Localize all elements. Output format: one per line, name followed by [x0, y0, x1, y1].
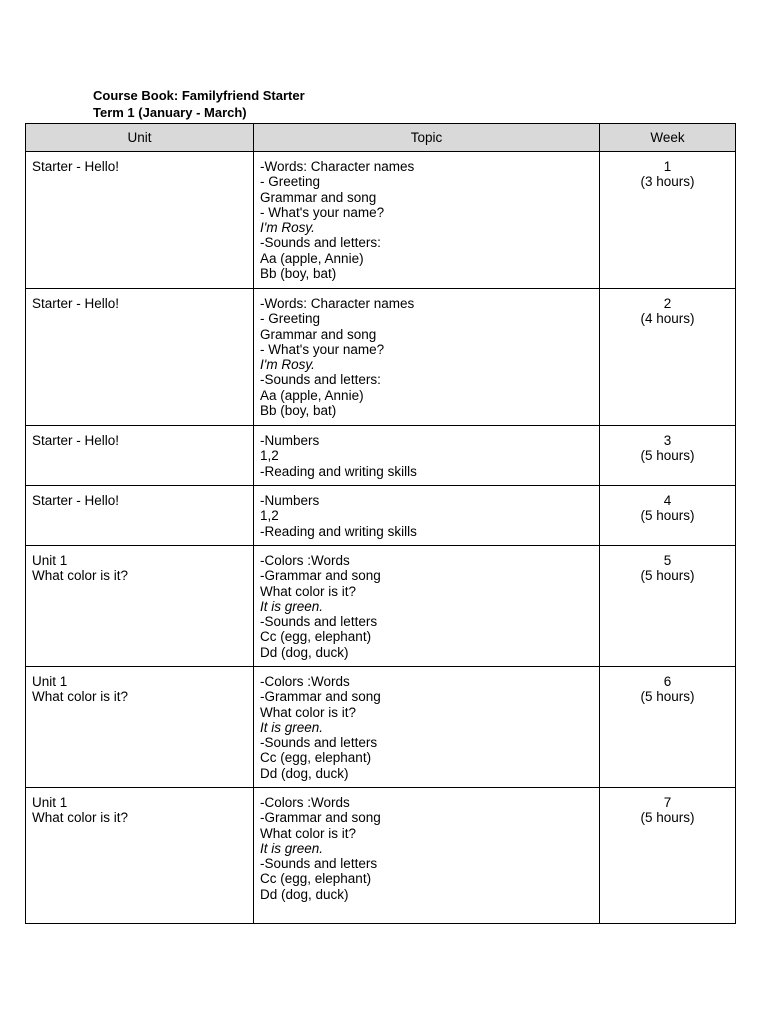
week-number: 6: [663, 674, 672, 689]
topic-line: I'm Rosy.: [260, 357, 315, 373]
week-cell: [600, 486, 736, 546]
topic-line: -Numbers: [260, 493, 320, 508]
unit-cell: [26, 426, 254, 486]
week-hours: (5 hours): [640, 810, 695, 826]
topic-line: Aa (apple, Annie): [260, 250, 364, 266]
topic-line: -Sounds and letters: [260, 614, 378, 630]
table-row: [26, 426, 736, 486]
week-cell: [600, 788, 736, 924]
topic-line: It is green.: [260, 719, 324, 735]
topic-line: -Sounds and letters: [260, 856, 378, 872]
topic-line: -Words: Character names: [260, 296, 415, 311]
unit-text: What color is it?: [32, 810, 129, 826]
week-hours: (3 hours): [640, 174, 695, 190]
unit-text: Unit 1: [32, 553, 68, 568]
topic-line: -Grammar and song: [260, 568, 381, 584]
topic-cell: [254, 486, 600, 546]
topic-line: It is green.: [260, 598, 324, 614]
week-number: 1: [663, 159, 672, 174]
topic-line: I'm Rosy.: [260, 220, 315, 236]
unit-text: Starter - Hello!: [32, 159, 120, 174]
topic-line: -Reading and writing skills: [260, 463, 417, 479]
table-row: [26, 788, 736, 924]
table-row: [26, 152, 736, 289]
week-cell: [600, 667, 736, 788]
topic-line: -Colors :Words: [260, 553, 350, 568]
topic-line: Aa (apple, Annie): [260, 387, 364, 403]
topic-line: Cc (egg, elephant): [260, 750, 372, 766]
week-number: 5: [663, 553, 672, 568]
topic-line: What color is it?: [260, 704, 357, 720]
column-header-topic: Topic: [254, 124, 600, 152]
week-hours: (5 hours): [640, 508, 695, 524]
table-row: [26, 546, 736, 667]
table-row: [26, 289, 736, 426]
topic-line: 1,2: [260, 448, 279, 464]
week-number: 2: [663, 296, 672, 311]
topic-line: -Sounds and letters: [260, 735, 378, 751]
topic-line: -Sounds and letters:: [260, 372, 381, 388]
unit-text: Starter - Hello!: [32, 296, 120, 311]
topic-line: -Colors :Words: [260, 795, 350, 810]
unit-text: What color is it?: [32, 568, 129, 584]
topic-cell: [254, 289, 600, 426]
topic-line: -Grammar and song: [260, 689, 381, 705]
topic-line: Bb (boy, bat): [260, 403, 337, 419]
topic-line: - Greeting: [260, 311, 321, 327]
column-header-week: Week: [600, 124, 736, 152]
week-hours: (4 hours): [640, 311, 695, 327]
week-number: 3: [663, 433, 672, 448]
course-book-title: Course Book: Familyfriend Starter: [93, 88, 305, 103]
week-hours: (5 hours): [640, 689, 695, 705]
topic-line: Bb (boy, bat): [260, 266, 337, 282]
unit-cell: [26, 486, 254, 546]
week-number: 4: [663, 493, 672, 508]
topic-line: What color is it?: [260, 825, 357, 841]
topic-cell: [254, 426, 600, 486]
topic-line: 1,2: [260, 508, 279, 524]
week-cell: [600, 546, 736, 667]
unit-cell: [26, 152, 254, 289]
unit-text: Unit 1: [32, 674, 68, 689]
topic-cell: [254, 667, 600, 788]
table-row: [26, 667, 736, 788]
topic-line: Cc (egg, elephant): [260, 629, 372, 645]
topic-line: Grammar and song: [260, 189, 377, 205]
topic-line: Dd (dog, duck): [260, 886, 349, 902]
unit-text: Starter - Hello!: [32, 433, 120, 448]
topic-line: It is green.: [260, 840, 324, 856]
table-header-row: [26, 124, 736, 152]
week-hours: (5 hours): [640, 568, 695, 584]
topic-line: -Numbers: [260, 433, 320, 448]
topic-line: - What's your name?: [260, 204, 385, 220]
topic-line: -Colors :Words: [260, 674, 350, 689]
topic-line: What color is it?: [260, 583, 357, 599]
topic-line: -Words: Character names: [260, 159, 415, 174]
topic-cell: [254, 788, 600, 924]
topic-line: -Grammar and song: [260, 810, 381, 826]
unit-cell: [26, 546, 254, 667]
topic-line: Dd (dog, duck): [260, 644, 349, 660]
topic-line: -Reading and writing skills: [260, 523, 417, 539]
table-row: [26, 486, 736, 546]
week-cell: [600, 152, 736, 289]
table-body: [26, 152, 736, 924]
unit-cell: [26, 667, 254, 788]
lesson-plan-table: [25, 123, 736, 924]
topic-line: Cc (egg, elephant): [260, 871, 372, 887]
week-hours: (5 hours): [640, 448, 695, 464]
topic-line: Dd (dog, duck): [260, 765, 349, 781]
unit-text: Starter - Hello!: [32, 493, 120, 508]
column-header-unit: Unit: [26, 124, 254, 152]
unit-cell: [26, 788, 254, 924]
term-title: Term 1 (January - March): [93, 105, 247, 120]
unit-text: Unit 1: [32, 795, 68, 810]
topic-cell: [254, 152, 600, 289]
topic-line: -Sounds and letters:: [260, 235, 381, 251]
topic-line: - What's your name?: [260, 341, 385, 357]
topic-line: - Greeting: [260, 174, 321, 190]
unit-cell: [26, 289, 254, 426]
document-header: [93, 87, 305, 121]
week-cell: [600, 426, 736, 486]
week-number: 7: [663, 795, 672, 810]
week-cell: [600, 289, 736, 426]
topic-line: Grammar and song: [260, 326, 377, 342]
unit-text: What color is it?: [32, 689, 129, 705]
topic-cell: [254, 546, 600, 667]
